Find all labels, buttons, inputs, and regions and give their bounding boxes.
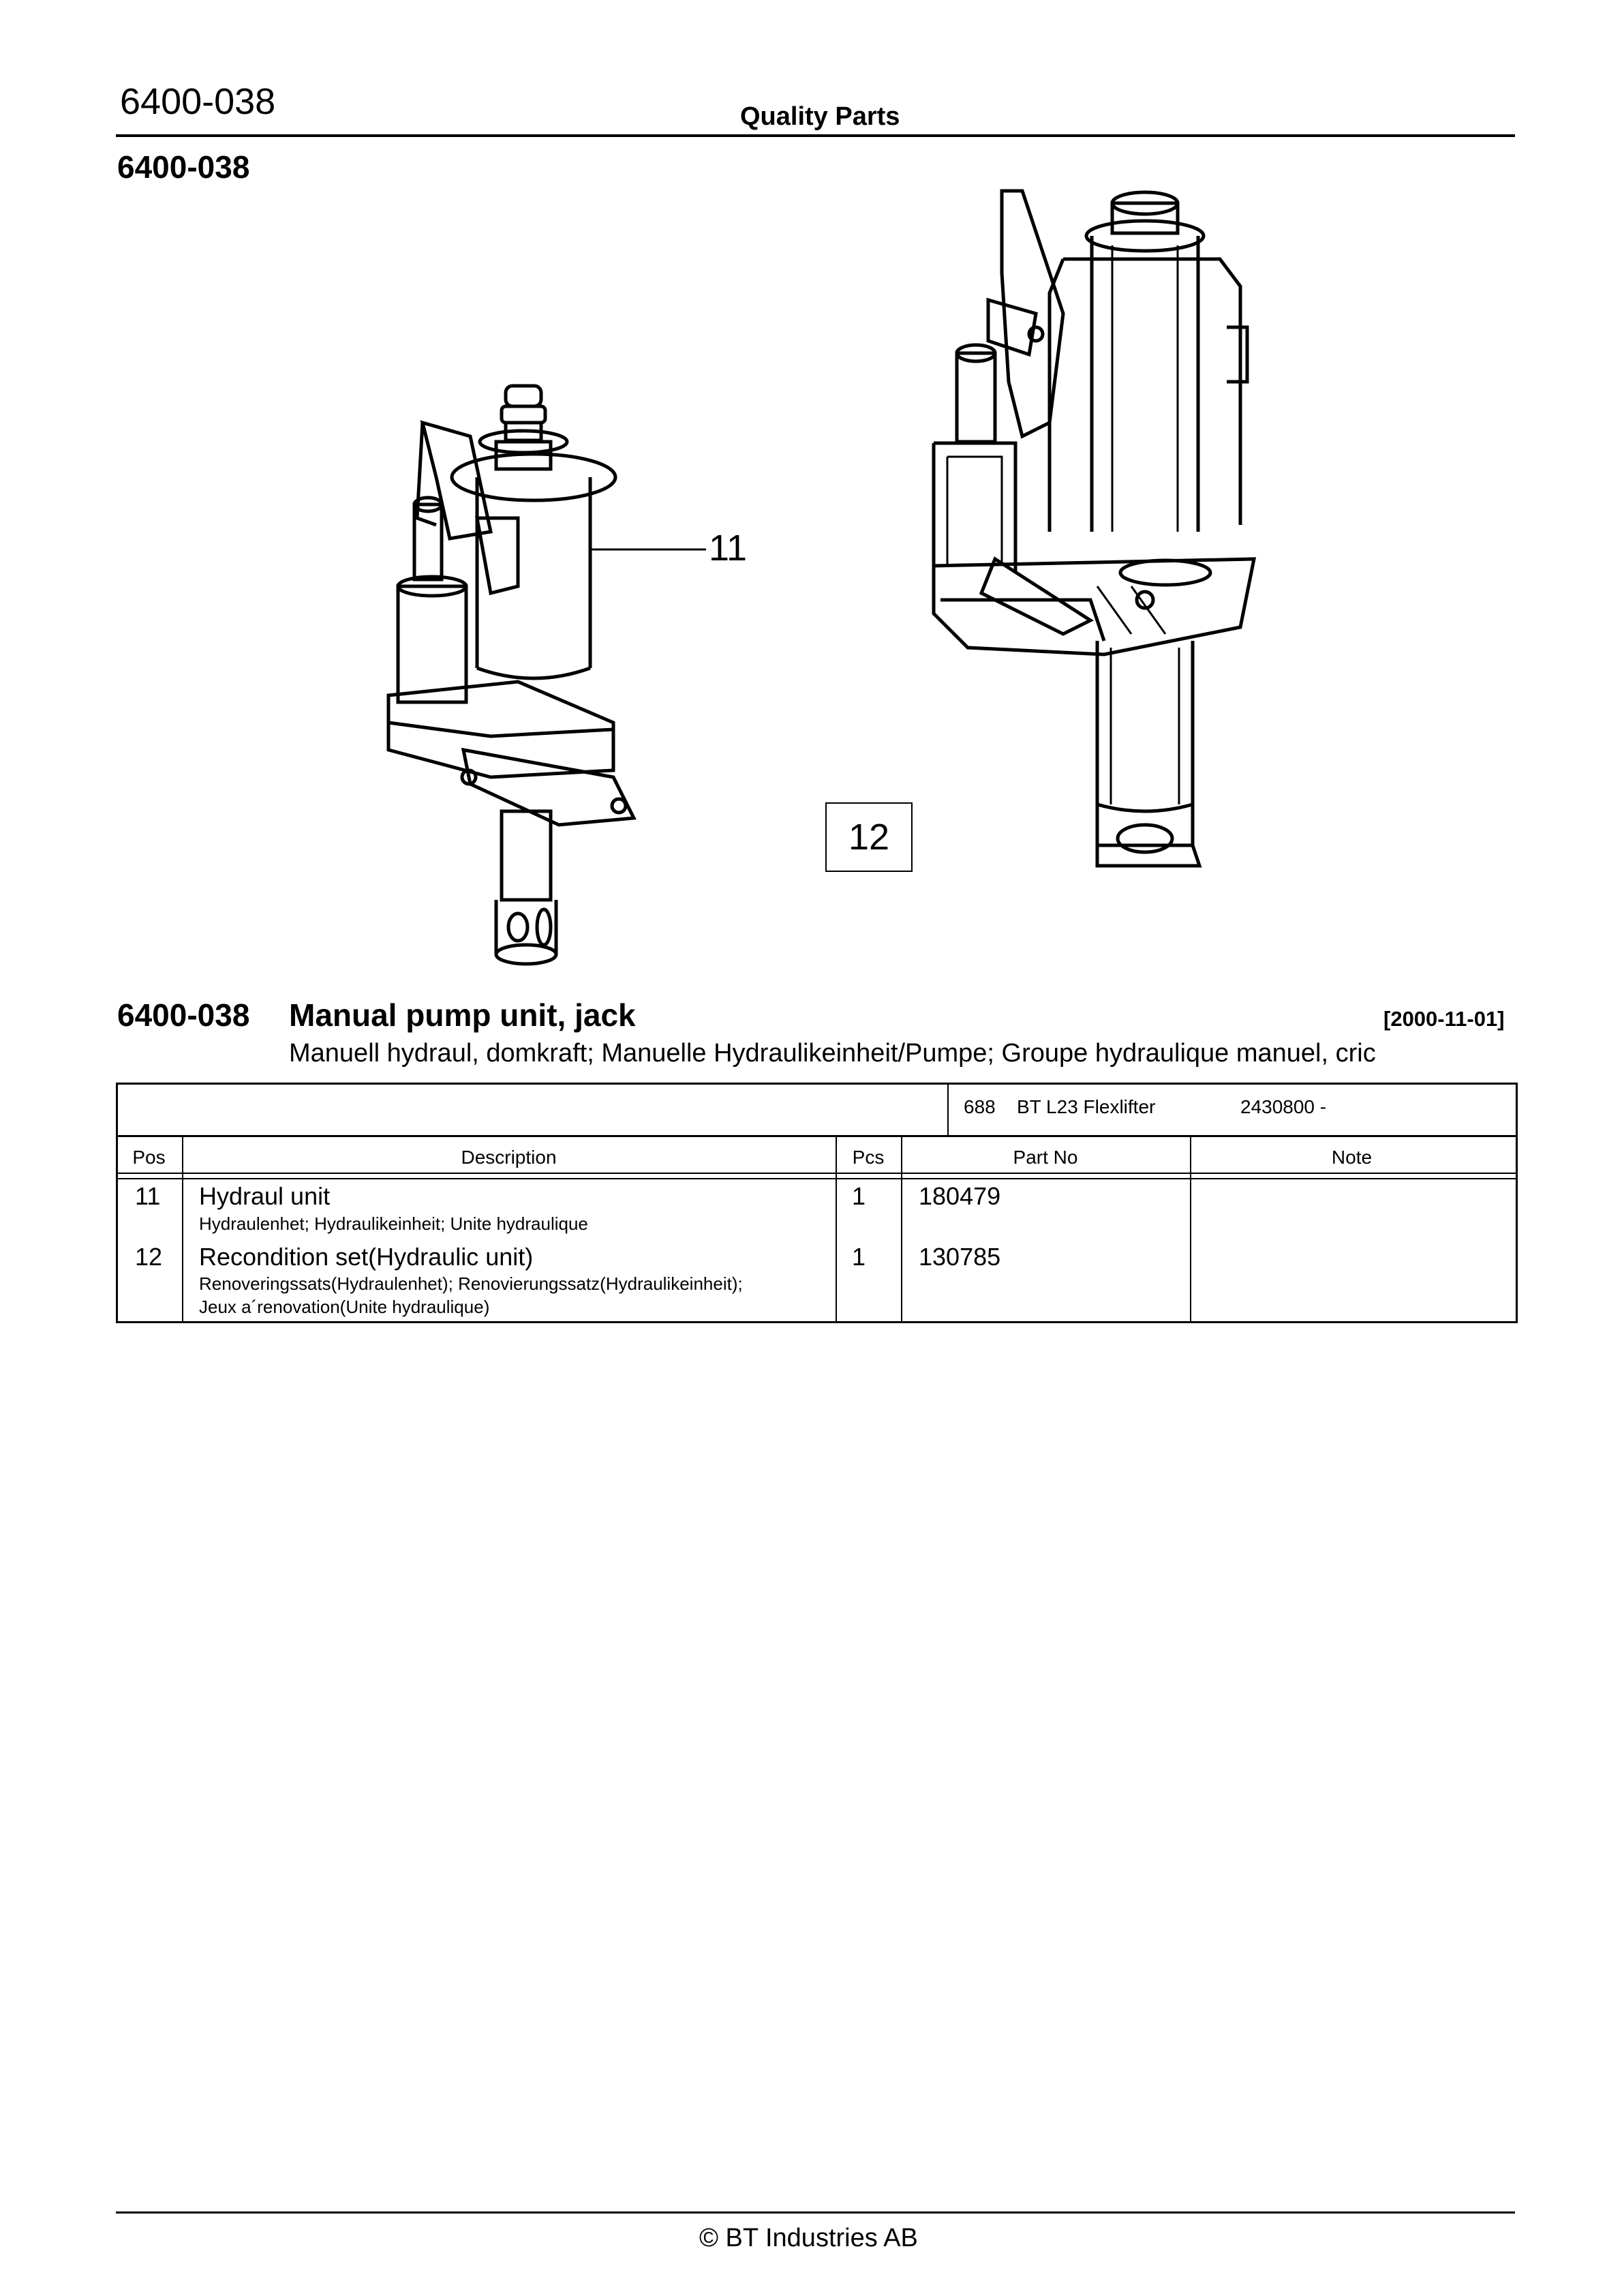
- row-12-description-sub: Jeux a´renovation(Unite hydraulique): [199, 1297, 490, 1317]
- row-12-description-sub: Renoveringssats(Hydraulenhet); Renovierungssatz(Hydraulikeinheit);: [199, 1273, 743, 1294]
- model-name: BT L23 Flexlifter: [1017, 1096, 1156, 1117]
- header-divider: [116, 1178, 1518, 1179]
- callout-12: 12: [848, 817, 890, 858]
- model-serial: 2430800 -: [1240, 1096, 1327, 1117]
- row-12-pcs: 1: [852, 1243, 866, 1271]
- footer-rule: [116, 2211, 1515, 2214]
- section-date: [2000-11-01]: [1383, 1007, 1505, 1031]
- header-pcs: Pcs: [852, 1147, 885, 1168]
- row-11-description: Hydraul unit: [199, 1182, 331, 1210]
- header-note: Note: [1331, 1147, 1373, 1168]
- header-divider: [116, 1173, 1518, 1174]
- row-11-part-no: 180479: [919, 1182, 1001, 1210]
- row-11-description-sub: Hydraulenhet; Hydraulikeinheit; Unite hydraulique: [199, 1213, 588, 1234]
- header-part-no: Part No: [1013, 1147, 1078, 1168]
- hydraulic-unit-drawing: [388, 386, 706, 964]
- header-description: Description: [461, 1147, 557, 1168]
- section-code: 6400-038: [117, 997, 250, 1033]
- brand-label: Quality Parts: [740, 102, 900, 131]
- section-subtitle: Manuell hydraul, domkraft; Manuelle Hydraulikeinheit/Pumpe; Groupe hydraulique manuel, cric: [289, 1039, 1376, 1068]
- row-12-pos: 12: [135, 1243, 163, 1271]
- model-divider: [947, 1085, 949, 1135]
- sub-code: 6400-038: [117, 149, 250, 185]
- technical-drawing: [0, 0, 1622, 982]
- header-pos: Pos: [132, 1147, 166, 1168]
- document-code: 6400-038: [120, 81, 276, 122]
- row-12-description: Recondition set(Hydraulic unit): [199, 1243, 534, 1271]
- recondition-set-drawing: [934, 191, 1254, 866]
- row-11-pcs: 1: [852, 1182, 866, 1210]
- model-number: 688: [964, 1096, 996, 1117]
- row-12-part-no: 130785: [919, 1243, 1001, 1271]
- copyright: © BT Industries AB: [699, 2224, 918, 2252]
- row-11-pos: 11: [135, 1182, 161, 1210]
- section-title: Manual pump unit, jack: [289, 997, 636, 1033]
- callout-11: 11: [709, 528, 748, 569]
